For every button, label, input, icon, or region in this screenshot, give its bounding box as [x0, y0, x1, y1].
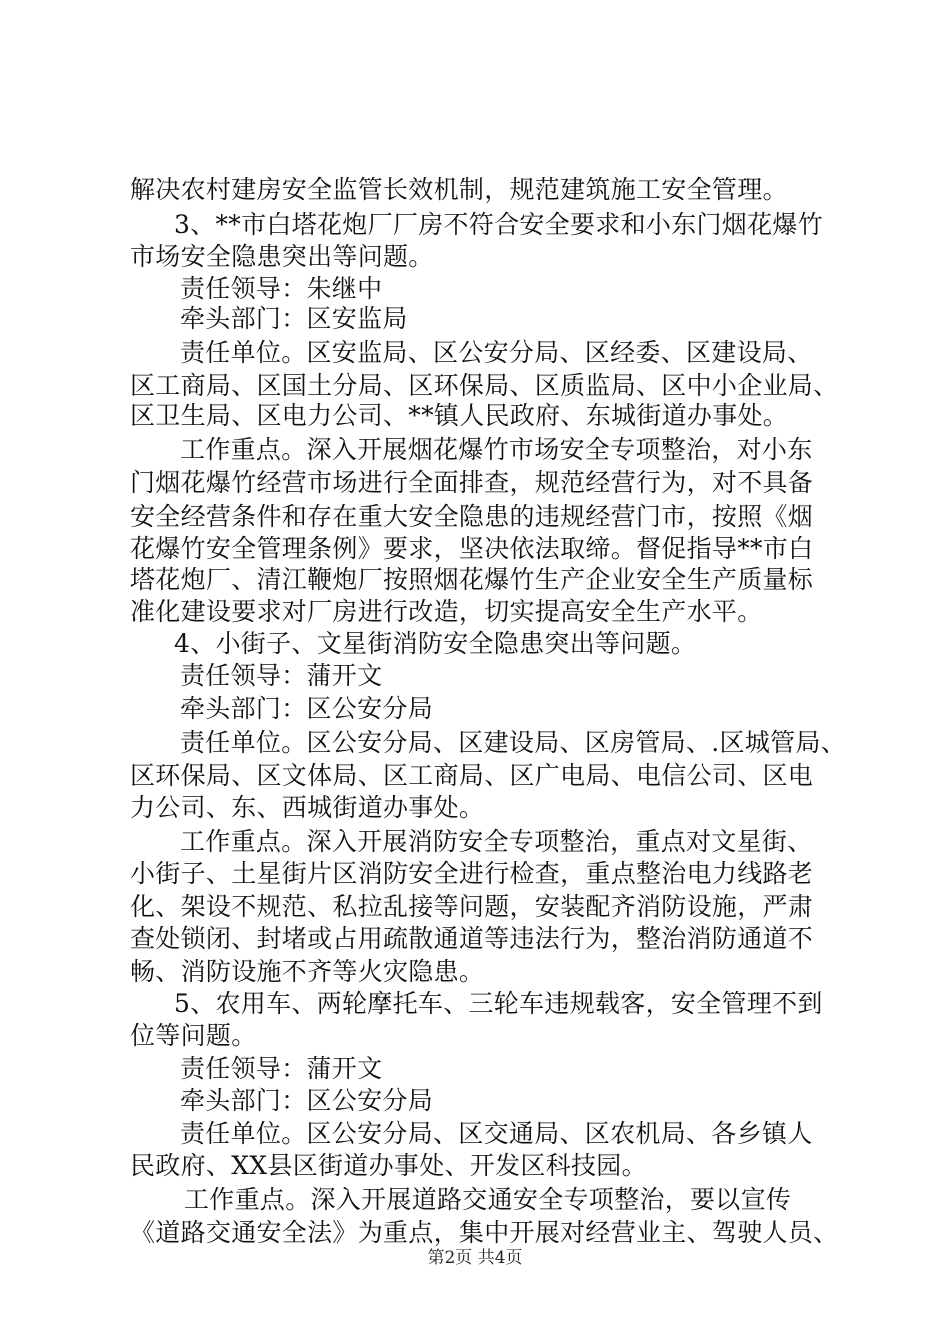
text-line-11: 安全经营条件和存在重大安全隐患的违规经营门市，按照《烟 — [130, 502, 814, 531]
text-line-8: 区卫生局、区电力公司、**镇人民政府、东城街道办事处。 — [130, 401, 789, 430]
text-line-27: 位等问题。 — [130, 1021, 257, 1050]
text-line-25: 畅、消防设施不齐等火灾隐患。 — [130, 957, 485, 986]
text-line-9: 工作重点。深入开展烟花爆竹市场安全专项整治，对小东 — [180, 435, 813, 464]
text-line-32: 工作重点。深入开展道路交通安全专项整治，要以宣传 — [184, 1185, 792, 1214]
page-number-label: 第2页 共4页 — [427, 1248, 523, 1268]
text-line-12: 花爆竹安全管理条例》要求，坚决依法取缔。督促指导**市白 — [130, 534, 814, 563]
text-line-4: 责任领导：朱继中 — [180, 274, 383, 303]
text-line-3: 市场安全隐患突出等问题。 — [130, 242, 434, 271]
text-line-31: 民政府、XX县区街道办事处、开发区科技园。 — [130, 1151, 647, 1180]
text-line-13: 塔花炮厂、清江鞭炮厂按照烟花爆竹生产企业安全生产质量标 — [130, 565, 814, 594]
text-line-2: 3、**市白塔花炮厂厂房不符合安全要求和小东门烟花爆竹 — [174, 210, 824, 239]
text-line-28: 责任领导：蒲开文 — [180, 1054, 383, 1083]
text-line-15: 4、小街子、文星街消防安全隐患突出等问题。 — [174, 629, 697, 658]
text-line-14: 准化建设要求对厂房进行改造，切实提高安全生产水平。 — [130, 597, 763, 626]
text-line-30: 责任单位。区公安分局、区交通局、区农机局、各乡镇人 — [180, 1119, 813, 1148]
text-line-5: 牵头部门：区安监局 — [180, 304, 408, 333]
text-line-19: 区环保局、区文体局、区工商局、区广电局、电信公司、区电 — [130, 761, 814, 790]
text-line-6: 责任单位。区安监局、区公安分局、区经委、区建设局、 — [180, 338, 813, 367]
text-line-16: 责任领导：蒲开文 — [180, 661, 383, 690]
text-line-23: 化、架设不规范、私拉乱接等问题，安装配齐消防设施，严肃 — [130, 892, 814, 921]
text-line-21: 工作重点。深入开展消防安全专项整治，重点对文星街、 — [180, 827, 813, 856]
text-line-29: 牵头部门：区公安分局 — [180, 1086, 434, 1115]
text-line-18: 责任单位。区公安分局、区建设局、区房管局、.区城管局、 — [180, 728, 847, 757]
text-line-1: 解决农村建房安全监管长效机制，规范建筑施工安全管理。 — [130, 175, 788, 204]
text-line-10: 门烟花爆竹经营市场进行全面排查，规范经营行为，对不具备 — [130, 468, 814, 497]
text-line-20: 力公司、东、西城街道办事处。 — [130, 793, 485, 822]
text-line-26: 5、农用车、两轮摩托车、三轮车违规载客，安全管理不到 — [174, 989, 823, 1018]
text-line-24: 查处锁闭、封堵或占用疏散通道等违法行为，整治消防通道不 — [130, 924, 814, 953]
text-line-17: 牵头部门：区公安分局 — [180, 694, 434, 723]
text-line-33: 《道路交通安全法》为重点，集中开展对经营业主、驾驶人员、 — [130, 1218, 839, 1247]
text-line-22: 小街子、土星街片区消防安全进行检查，重点整治电力线路老 — [130, 859, 814, 888]
text-line-7: 区工商局、区国土分局、区环保局、区质监局、区中小企业局、 — [130, 371, 839, 400]
page-footer — [0, 1243, 950, 1268]
